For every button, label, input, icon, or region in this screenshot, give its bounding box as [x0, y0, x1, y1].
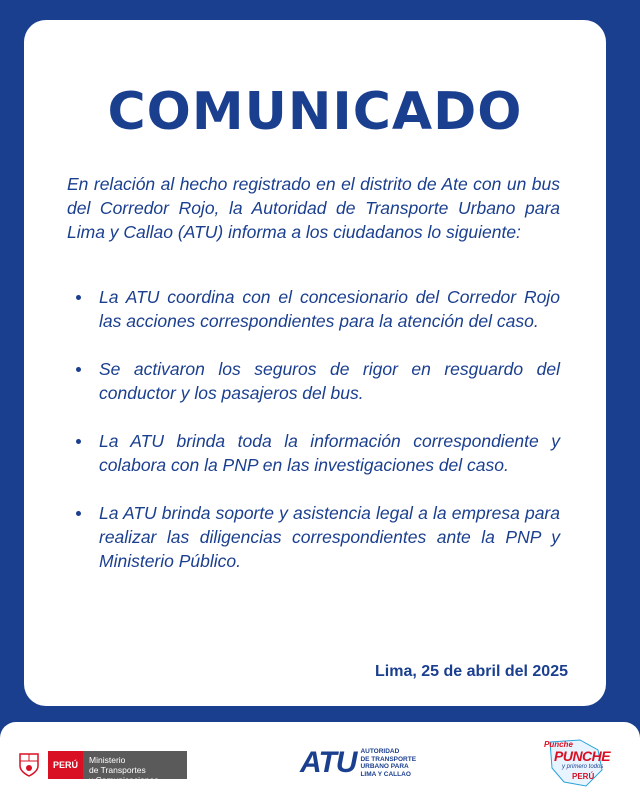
bullet-text: La ATU brinda soporte y asistencia legal a la empresa para realizar las diligencias correspondientes ante la PNP y Ministerio Público. [99, 503, 560, 571]
bullet-text: La ATU brinda toda la información correspondiente y colabora con la PNP en las investigaciones del caso. [99, 431, 560, 475]
bullet-list [67, 285, 560, 573]
bullet-dot-icon [76, 367, 81, 372]
bullet-text: La ATU coordina con el concesionario del Corredor Rojo las acciones correspondientes para la atención del caso. [99, 287, 560, 331]
communique-card [24, 20, 606, 706]
bullet-item [67, 429, 560, 477]
bullet-dot-icon [76, 439, 81, 444]
footer-logos [0, 722, 640, 798]
bullet-dot-icon [76, 295, 81, 300]
atu-logo [300, 746, 416, 780]
punche-peru-logo: Punche PUNCHE y primero todos PERÚ [540, 736, 612, 788]
date-line: Lima, 25 de abril del 2025 [375, 663, 568, 680]
ministry-name: Ministerio de Transportes y Comunicaciones [83, 751, 187, 779]
bullet-item [67, 285, 560, 333]
bullet-item [67, 357, 560, 405]
atu-description: AUTORIDAD DE TRANSPORTE URBANO PARA LIMA Y CALLAO [360, 748, 417, 778]
peru-shield-icon [18, 752, 40, 778]
bullet-dot-icon [76, 511, 81, 516]
peru-label: PERÚ [48, 751, 83, 779]
ministry-logo [18, 750, 187, 785]
bullet-text: Se activaron los seguros de rigor en resguardo del conductor y los pasajeros del bus. [99, 359, 560, 403]
intro-paragraph: En relación al hecho registrado en el distrito de Ate con un bus del Corredor Rojo, la Autoridad de Transporte Urbano para Lima y Callao (ATU) informa a los ciudadanos lo siguiente: [67, 174, 560, 242]
atu-letters: ATU [300, 746, 357, 779]
bullet-item [67, 501, 560, 573]
page-title: COMUNICADO [107, 82, 523, 142]
